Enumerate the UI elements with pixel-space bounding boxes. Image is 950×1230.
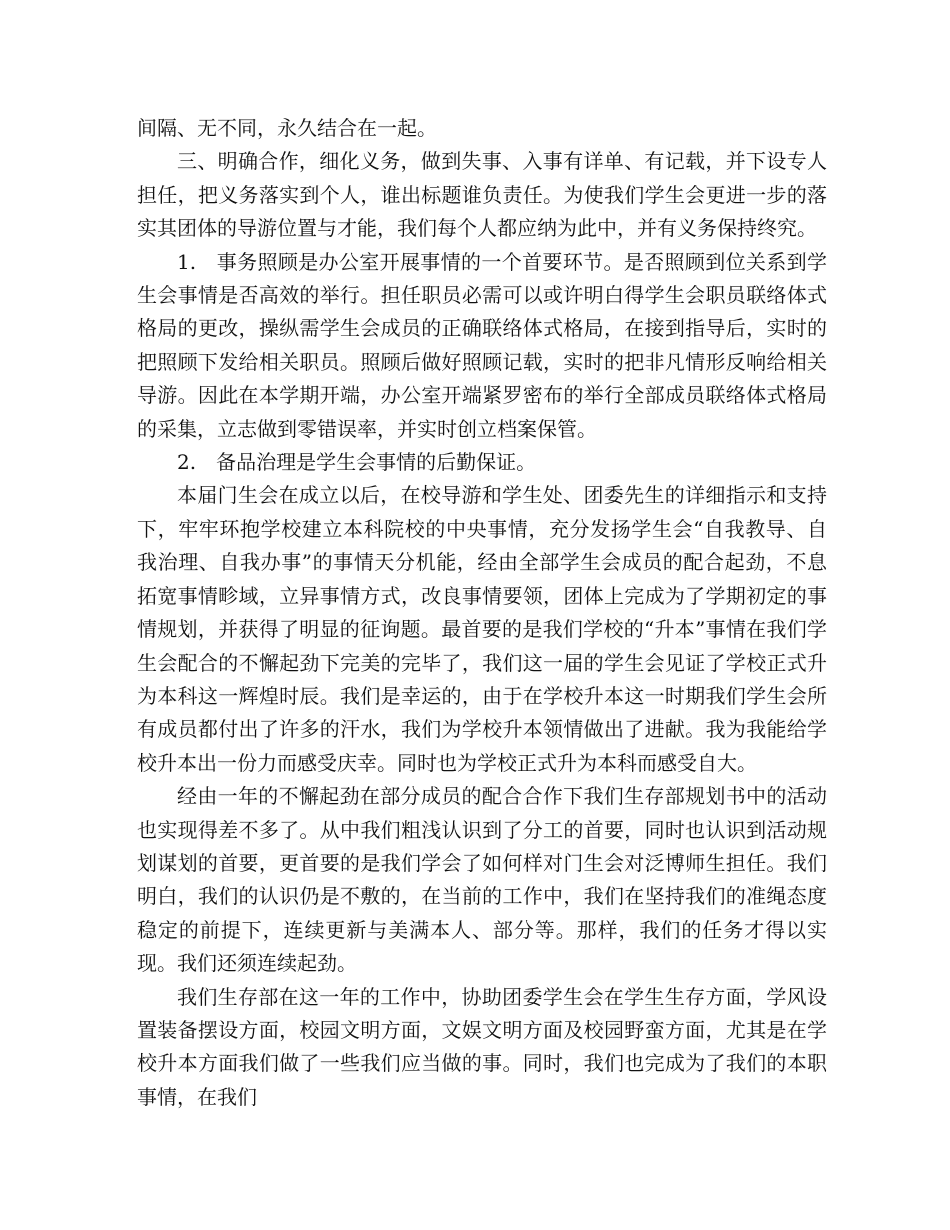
- paragraph-continuation: 间隔、无不同，永久结合在一起。: [137, 116, 437, 140]
- paragraph-section-three: 三、明确合作，细化义务，做到失事、入事有详单、有记载，并下设专人担任，把义务落实到个人，谁出标题谁负责任。为使我们学生会更进一步的落实其团体的导游位置与才能，我们每个人都应纳为此中，并有义务保持终究。: [137, 149, 827, 241]
- paragraph-item-two: 2. 备品治理是学生会事情的后勤保证。: [177, 450, 537, 475]
- paragraph-item-one: 1. 事务照顾是办公室开展事情的一个首要环节。是否照顾到位关系到学生会事情是否高效的举行。担任职员必需可以或许明白得学生会职员联络体式格局的更改，操纵需学生会成员的正确联络体式格局，在接到指导后，实时的把照顾下发给相关职员。照顾后做好照顾记载，实时的把非凡情形反响给相关导游。因此在本学期开端，办公室开端紧罗密布的举行全部成员联络体式格局的采集，立志做到零错误率，并实时创立档案保管。: [137, 249, 827, 441]
- paragraph-student-union-summary: 本届门生会在成立以后，在校导游和学生处、团委先生的详细指示和支持下，牢牢环抱学校建立本科院校的中央事情，充分发扬学生会“自我教导、自我治理、自我办事”的事情天分机能，经由全部学生会成员的配合起劲，不息拓宽事情畛域，立异事情方式，改良事情要领，团体上完成为了学期初定的事情规划，并获得了明显的征询题。最首要的是我们学校的“升本”事情在我们学生会配合的不懈起劲下完美的完毕了，我们这一届的学生会见证了学校正式升为本科这一辉煌时辰。我们是幸运的，由于在学校升本这一时期我们学生会所有成员都付出了许多的汗水，我们为学校升本领情做出了进献。我为我能给学校升本出一份力而感受庆幸。同时也为学校正式升为本科而感受自大。: [137, 483, 827, 775]
- paragraph-year-review: 经由一年的不懈起劲在部分成员的配合合作下我们生存部规划书中的活动也实现得差不多了。从中我们粗浅认识到了分工的首要，同时也认识到活动规划谋划的首要，更首要的是我们学会了如何样对门生会对泛博师生担任。我们明白，我们的认识仍是不敷的，在当前的工作中，我们在坚持我们的准绳态度稳定的前提下，连续更新与美满本人、部分等。那样，我们的任务才得以实现。我们还须连续起劲。: [137, 784, 827, 976]
- paragraph-life-department: 我们生存部在这一年的工作中，协助团委学生会在学生生存方面，学风设置装备摆设方面，校园文明方面，文娱文明方面及校园野蛮方面，尤其是在学校升本方面我们做了一些我们应当做的事。同时，我们也完成为了我们的本职事情，在我们: [137, 984, 827, 1109]
- document-body: [137, 112, 827, 1114]
